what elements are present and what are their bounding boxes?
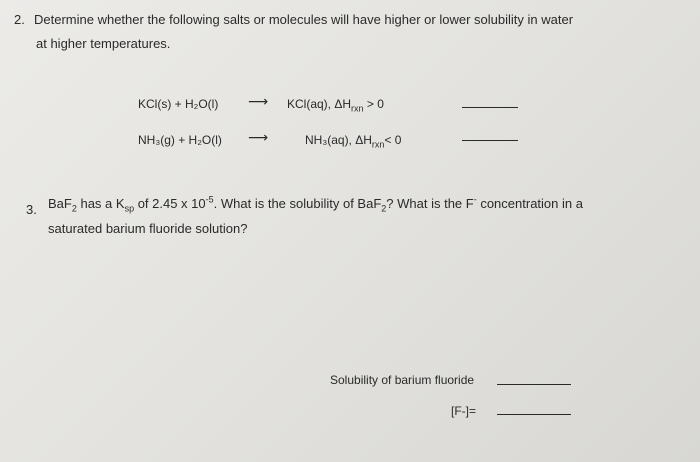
q3-sub-b: sp — [124, 203, 135, 214]
reaction-2-rxn-subscript: rxn — [371, 139, 385, 150]
q3-text-b: has a K — [76, 196, 125, 211]
reaction-2-products-text: NH₃(aq), ΔH — [305, 133, 372, 147]
reaction-1-products — [287, 97, 384, 114]
reaction-1-sign: > 0 — [366, 97, 384, 111]
reaction-1-reactants: KCl(s) + H₂O(l) — [138, 97, 219, 111]
q3-text-f: concentration in a — [476, 196, 583, 211]
question-2-number: 2. — [14, 12, 25, 27]
reaction-2-products — [305, 133, 402, 150]
q3-sup-c: -5 — [205, 194, 214, 205]
question-3-number: 3. — [26, 202, 37, 217]
reaction-2-arrow: ⟶ — [248, 129, 269, 145]
reaction-1-rxn-subscript: rxn — [351, 103, 364, 114]
question-2-text-line2: at higher temperatures. — [36, 36, 171, 51]
q3-text-e: ? What is the F — [386, 196, 474, 211]
fluoride-concentration-label: [F-]= — [451, 404, 477, 418]
question-3-text-line2: saturated barium fluoride solution? — [48, 221, 248, 236]
q3-text-c: of 2.45 x 10 — [134, 196, 206, 211]
solubility-label: Solubility of barium fluoride — [330, 373, 475, 387]
q3-sub-a: 2 — [71, 203, 77, 214]
q3-sub-d: 2 — [381, 203, 387, 214]
reaction-1-answer-blank[interactable] — [462, 107, 518, 108]
q3-sup-e: - — [473, 194, 477, 205]
reaction-2-sign: < 0 — [384, 133, 402, 147]
question-2-text-line1: Determine whether the following salts or molecules will have higher or lower solubility in water — [34, 12, 574, 27]
reaction-2-answer-blank[interactable] — [462, 140, 518, 141]
fluoride-answer-blank[interactable] — [497, 414, 571, 415]
q3-text-a: BaF — [48, 196, 72, 211]
question-3-text-line1 — [48, 194, 583, 214]
q3-text-d: . What is the solubility of BaF — [213, 196, 382, 211]
solubility-answer-blank[interactable] — [497, 384, 571, 385]
reaction-1-arrow: ⟶ — [248, 93, 269, 109]
reaction-2-reactants: NH₃(g) + H₂O(l) — [138, 133, 222, 147]
reaction-1-products-text: KCl(aq), ΔH — [287, 97, 352, 111]
